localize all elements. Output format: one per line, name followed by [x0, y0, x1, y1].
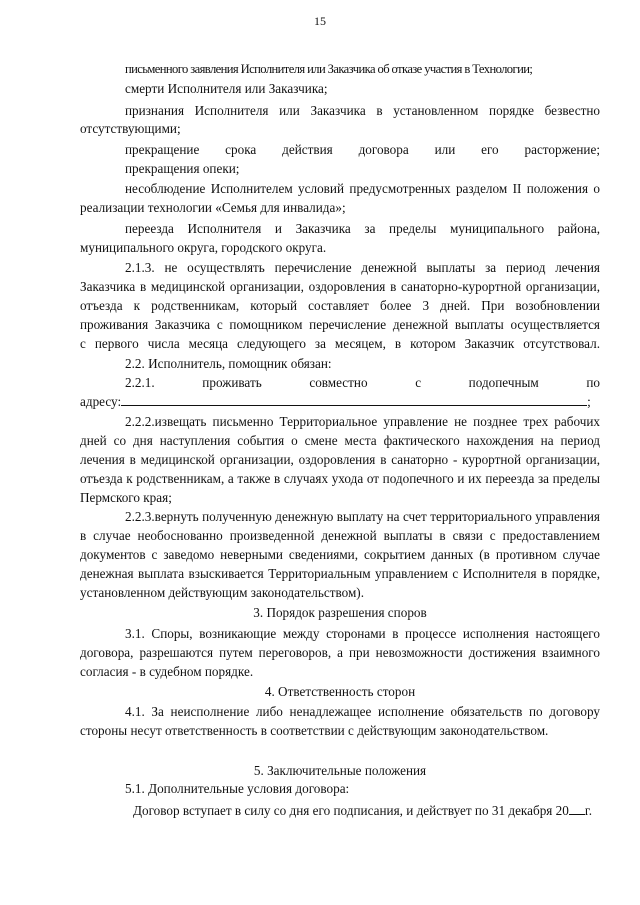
text-line: 2.1.3. не осуществлять перечисление денежной выплаты за период лечения [125, 260, 600, 275]
text-line: с первого числа месяца следующего за месяцем, в котором Заказчик отсутствовал. [80, 336, 600, 351]
text-line: отъезда к родственникам, а также в случаях ухода от подопечного и их переезда за пределы [80, 471, 600, 486]
section-heading: 3. Порядок разрешения споров [253, 605, 427, 620]
text-line: смерти Исполнителя или Заказчика; [125, 81, 328, 96]
text-line: реализации технологии «Семья для инвалида»; [80, 200, 346, 215]
text-line: денежная выплата взыскивается Территориальным управлением с Исполнителя в порядке, [80, 566, 600, 581]
text-line: 2.2.1. проживать совместно с подопечным по [125, 375, 600, 390]
text-line: дней со дня наступления события о смене места фактического нахождения на период [80, 433, 600, 448]
text-line: прекращения опеки; [125, 161, 240, 176]
text-line: 4.1. За неисполнение либо ненадлежащее исполнение обязательств по договору [125, 704, 600, 719]
address-blank [121, 393, 587, 406]
final-line [133, 802, 600, 820]
final-text: Договор вступает в силу со дня его подписания, и действует по 31 декабря 20 [133, 803, 569, 818]
text-line: 2.2.2.извещать письменно Территориальное управление не позднее трех рабочих [125, 414, 600, 429]
text-line: договора, разрешаются путем переговоров, а при невозможности достижения взаимного [80, 645, 600, 660]
text-line: несоблюдение Исполнителем условий предусмотренных разделом II положения о [125, 181, 600, 196]
text-line: 2.2.3.вернуть полученную денежную выплату на счет территориального управления [125, 509, 600, 524]
text-line: документов с заведомо неверными сведениями, сокрытием данных (в противном случае [80, 547, 600, 562]
text-line: лечения в медицинской организации, оздоровления в санаторно - курортной организации, [80, 452, 600, 467]
text-line: письменного заявления Исполнителя или Заказчика об отказе участия в Технологии; [125, 62, 533, 76]
text-line: 3.1. Споры, возникающие между сторонами в процессе исполнения настоящего [125, 626, 600, 641]
text-line: проживания Заказчика с помощником перечисление денежной выплаты осуществляется [80, 317, 600, 332]
text-line: 2.2. Исполнитель, помощник обязан: [125, 356, 332, 371]
text-line: установленном действующим законодательством). [80, 585, 364, 600]
final-end: г. [584, 803, 593, 818]
text-line: отсутствующими; [80, 121, 181, 136]
address-line [80, 393, 600, 411]
section-heading: 4. Ответственность сторон [264, 684, 416, 699]
text-line: отъезда к родственникам, который составляет более 3 дней. При возобновлении [80, 298, 600, 313]
address-label: адресу: [80, 394, 122, 409]
text-line: согласия - в судебном порядке. [80, 664, 254, 679]
text-line: переезда Исполнителя и Заказчика за пределы муниципального района, [125, 221, 600, 236]
text-line: в случае необоснованно произведенной денежной выплаты в связи с предоставлением [80, 528, 600, 543]
year-blank [569, 802, 585, 815]
text-line: стороны несут ответственность в соответствии с действующим законодательством. [80, 723, 549, 738]
text-line: признания Исполнителя или Заказчика в установленном порядке безвестно [125, 103, 600, 118]
text-line: Заказчика в медицинской организации, оздоровления в санаторно-курортной организации, [80, 279, 600, 294]
text-line: прекращение срока действия договора или его расторжение; [125, 142, 600, 157]
text-line: 5.1. Дополнительные условия договора: [125, 781, 350, 796]
text-line: Пермского края; [80, 490, 172, 505]
section-heading: 5. Заключительные положения [253, 763, 427, 778]
page-number: 15 [314, 14, 326, 28]
text-line: муниципального округа, городского округа. [80, 240, 327, 255]
address-end: ; [587, 394, 591, 409]
